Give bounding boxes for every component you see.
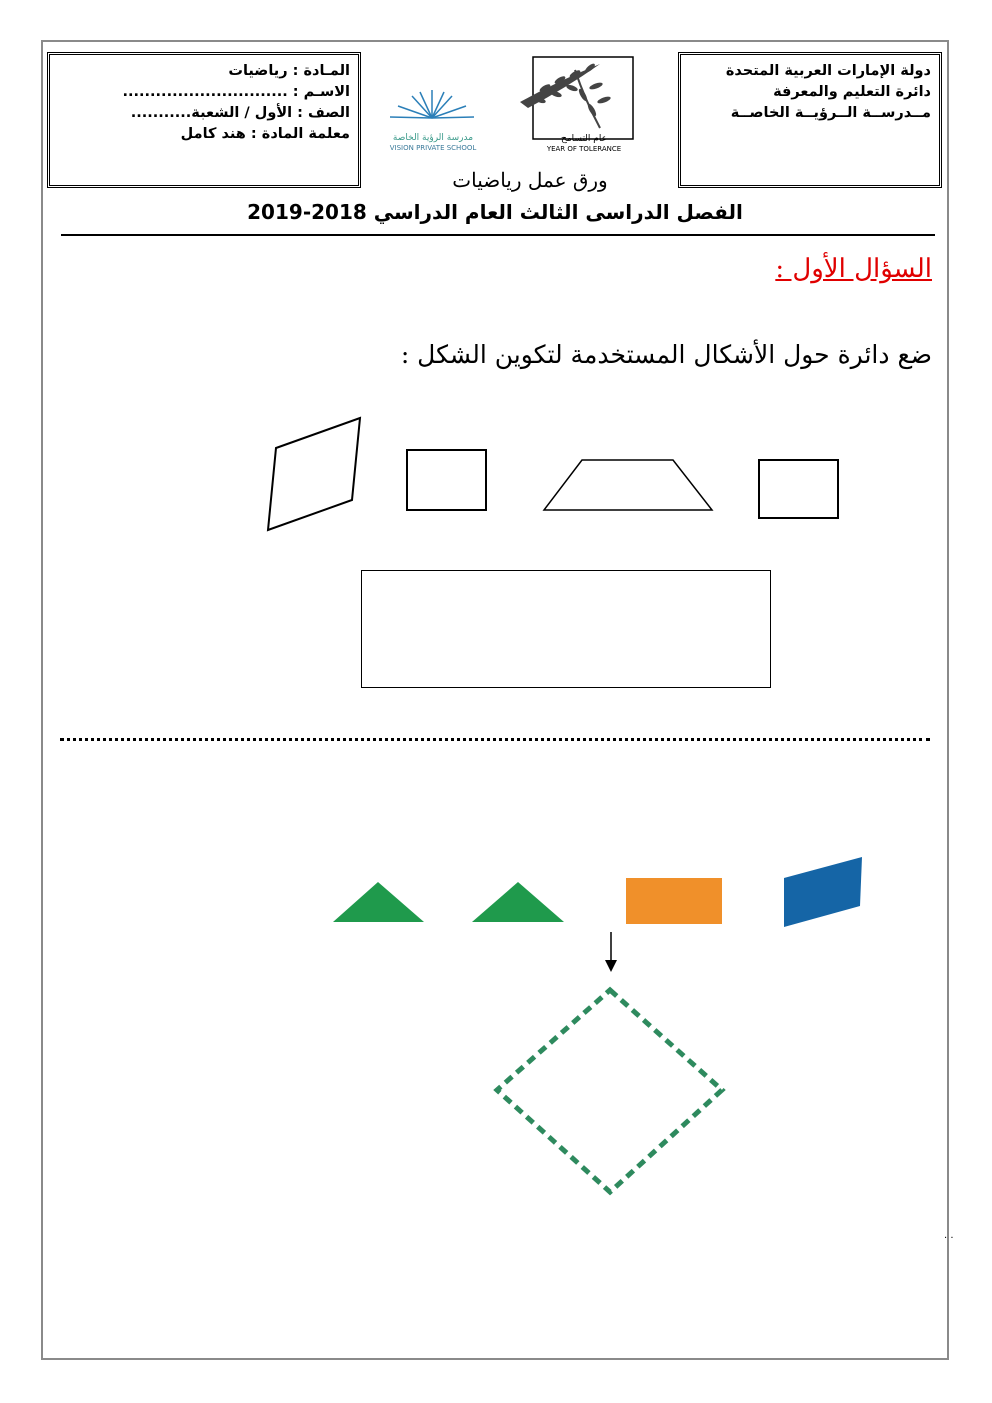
year-of-tolerance-logo xyxy=(520,57,633,153)
trapezoid-outline-shape[interactable] xyxy=(544,460,712,510)
header-divider xyxy=(61,234,935,236)
worksheet-title: ورق عمل رياضيات xyxy=(452,168,608,192)
vision-school-logo xyxy=(390,90,477,152)
name-line[interactable]: الاسـم : .............................. xyxy=(122,84,350,100)
blue-parallelogram-shape[interactable] xyxy=(784,857,862,927)
green-triangle-shape-2[interactable] xyxy=(472,882,564,922)
dashed-diamond-outline xyxy=(497,990,722,1192)
square-outline-shape-2[interactable] xyxy=(759,460,838,518)
subject-line: المـادة : رياضيات xyxy=(228,63,350,79)
question-1-heading: السؤال الأول : xyxy=(775,254,932,284)
teacher-line: معلمة المادة : هند كامل xyxy=(180,126,350,142)
department-line: دائرة التعليم والمعرفة xyxy=(773,84,931,100)
vision-logo-arabic: مدرسة الرؤية الخاصة xyxy=(392,133,474,143)
dotted-separator xyxy=(60,738,930,741)
square-outline-shape[interactable] xyxy=(407,450,486,510)
school-line: مــدرســة الــرؤيــة الخاصــة xyxy=(730,105,931,121)
down-arrow-icon xyxy=(605,932,617,972)
vision-logo-english: VISION PRIVATE SCHOOL xyxy=(389,144,477,152)
answer-rectangle xyxy=(362,571,771,688)
green-triangle-shape-1[interactable] xyxy=(333,882,424,922)
country-line: دولة الإمارات العربية المتحدة xyxy=(725,63,931,79)
grade-line[interactable]: الصف : الأول / الشعبة........... xyxy=(130,105,350,121)
tolerance-logo-english: YEAR OF TOLERANCE xyxy=(546,145,622,153)
question-1-instruction: ضع دائرة حول الأشكال المستخدمة لتكوين الشكل : xyxy=(400,340,932,369)
footer-marks: . . xyxy=(944,1230,954,1241)
semester-line: الفصل الدراسى الثالث العام الدراسي 2018-2019 xyxy=(247,200,743,224)
orange-rectangle-shape[interactable] xyxy=(626,878,722,924)
parallelogram-outline-shape[interactable] xyxy=(268,418,360,530)
tolerance-logo-arabic: عام التسامح xyxy=(561,134,607,144)
